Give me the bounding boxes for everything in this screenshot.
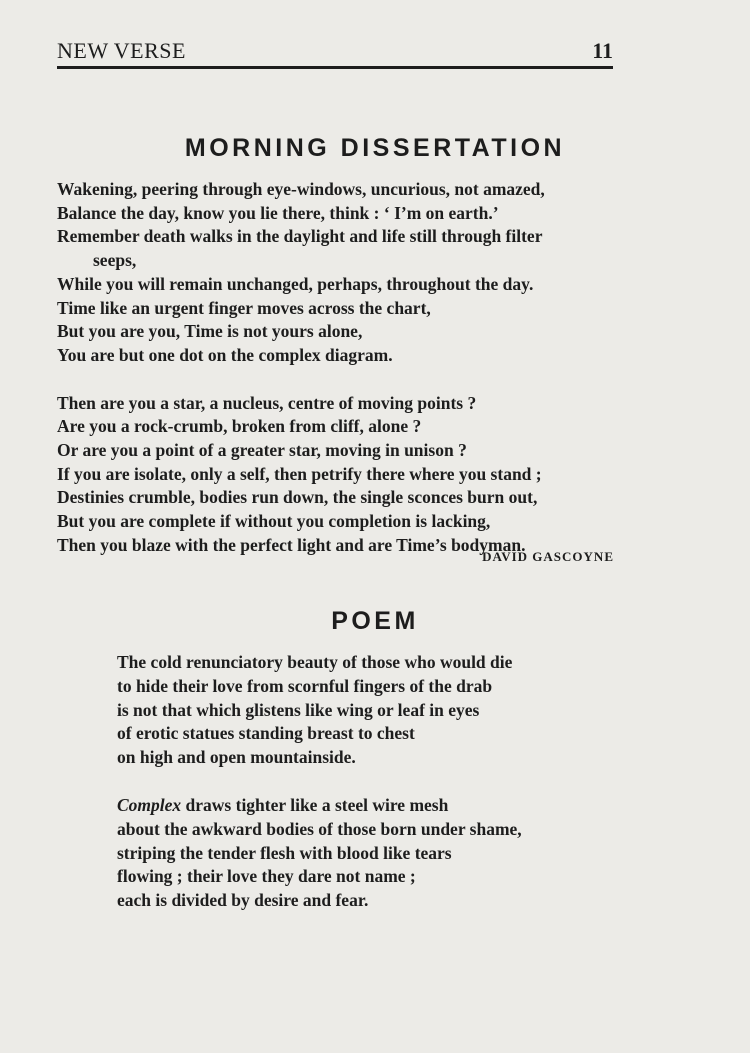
- poem-body: [57, 178, 627, 558]
- poem-line-text: draws tighter like a steel wire mesh: [181, 794, 449, 815]
- stanza-break: [117, 770, 617, 794]
- running-header: [57, 38, 613, 69]
- poem-line: [117, 794, 617, 818]
- journal-title: NEW VERSE: [57, 38, 186, 63]
- poem-line: Are you a rock-crumb, broken from cliff, alone ?: [57, 416, 422, 437]
- poem-line: Then you blaze with the perfect light and are Time’s bodyman.: [57, 534, 526, 555]
- poem-line: on high and open mountainside.: [117, 747, 356, 768]
- poem-line: You are but one dot on the complex diagram.: [57, 344, 393, 365]
- poem-line: Time like an urgent finger moves across the chart,: [57, 297, 431, 318]
- poem-line: about the awkward bodies of those born under shame,: [117, 818, 522, 839]
- page-number: 11: [592, 38, 613, 63]
- poem-line-continuation: seeps,: [93, 250, 137, 271]
- poem-line: flowing ; their love they dare not name ;: [117, 866, 416, 887]
- poem-line: Then are you a star, a nucleus, centre of moving points ?: [57, 392, 477, 413]
- poem-body: [117, 651, 617, 913]
- poem-line: If you are isolate, only a self, then petrify there where you stand ;: [57, 463, 542, 484]
- poem-line: each is divided by desire and fear.: [117, 890, 369, 911]
- poem-line: The cold renunciatory beauty of those who would die: [117, 652, 513, 672]
- poem-line: But you are you, Time is not yours alone,: [57, 321, 363, 342]
- poem-line: Or are you a point of a greater star, moving in unison ?: [57, 440, 467, 461]
- poem-line: Balance the day, know you lie there, think : ‘ I’m on earth.’: [57, 202, 499, 223]
- poem-line: Wakening, peering through eye-windows, uncurious, not amazed,: [57, 179, 545, 199]
- poem-line: Remember death walks in the daylight and life still through filter: [57, 226, 543, 247]
- stanza-break: [57, 368, 627, 392]
- poem-title: MORNING DISSERTATION: [184, 134, 566, 162]
- poem-line: striping the tender flesh with blood like tears: [117, 842, 452, 863]
- poem-line: Destinies crumble, bodies run down, the single sconces burn out,: [57, 487, 538, 508]
- poem-title: POEM: [331, 607, 419, 635]
- italic-word: Complex: [117, 794, 182, 815]
- poem-line: But you are complete if without you completion is lacking,: [57, 511, 491, 532]
- author-name: DAVID GASCOYNE: [482, 549, 614, 564]
- poem-line: is not that which glistens like wing or leaf in eyes: [117, 699, 480, 720]
- poem-line: to hide their love from scornful fingers of the drab: [117, 675, 493, 696]
- poem-line: While you will remain unchanged, perhaps, throughout the day.: [57, 273, 534, 294]
- poem-line: of erotic statues standing breast to chest: [117, 723, 415, 744]
